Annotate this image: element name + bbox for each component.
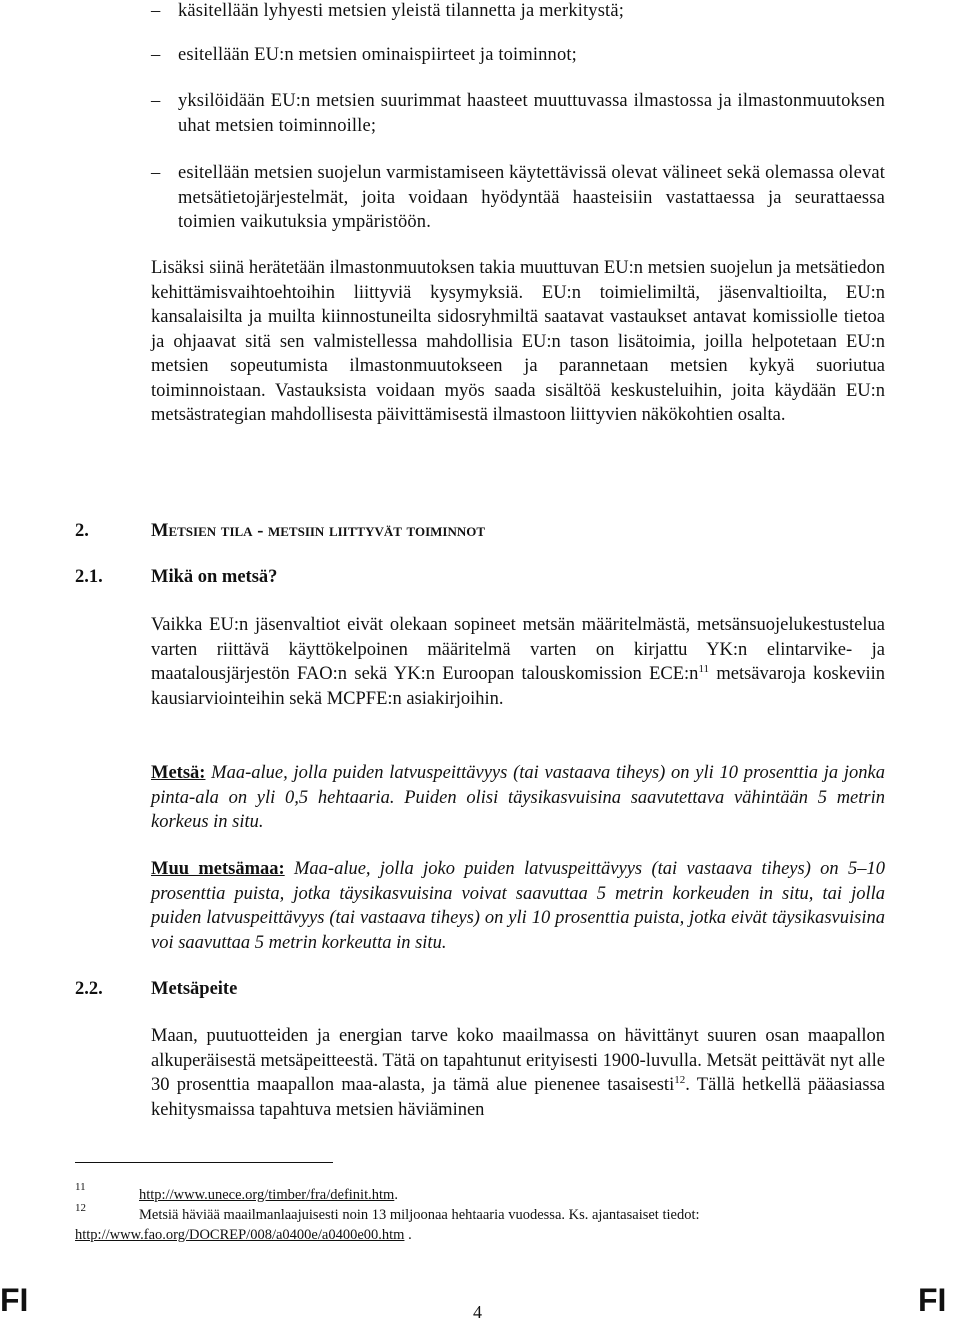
- bullet-dash: –: [151, 1, 161, 21]
- paragraph-text: Vaikka EU:n jäsenvaltiot eivät olekaan sopineet metsän määritelmästä, metsänsuojelukestustelua varten riittävä käyttökelpoinen määritelmä varten on kirjattu YK:n elintarvike- ja maatalousjärjestön FAO:n sekä YK:n Euroopan talouskomission ECE:n: [151, 615, 885, 684]
- bullet-text: käsitellään lyhyesti metsien yleistä tilannetta ja merkitystä;: [178, 1, 624, 21]
- definition-term: Muu metsämaa:: [151, 859, 285, 879]
- definition-text: Maa-alue, jolla joko puiden latvuspeittävyys (tai vastaava tiheys) on 5–10 prosenttia puista, jotka täysikasvuisina voivat saavuttaa 5 metrin korkeuden in situ, tai jolla puiden latvuspeittävyys (tai vastaava tiheys) on yli 10 prosenttia puista, jotka eivät täysikasvuisina voi saavuttaa 5 metrin korkeutta in situ.: [151, 859, 885, 953]
- bullet-text: esitellään metsien suojelun varmistamiseen käytettävissä olevat välineet sekä olemassa olevat metsätietojärjestelmät, joita voidaan hyödyntää haasteisiin vastattaessa ja seurattaessa toimien vaikutuksia ympäristöön.: [178, 163, 885, 232]
- forest-cover-paragraph: [151, 1024, 885, 1122]
- bullet-text: yksilöidään EU:n metsien suurimmat haasteet muuttuvassa ilmastossa ja ilmastonmuutoksen uhat metsien toiminnoille;: [178, 91, 885, 136]
- section-2-1-number: 2.1.: [75, 567, 103, 587]
- footnote-separator: [75, 1162, 333, 1163]
- section-2-2-number: 2.2.: [75, 979, 103, 999]
- footnote-link[interactable]: http://www.fao.org/DOCREP/008/a0400e/a0400e00.htm: [75, 1227, 405, 1243]
- bullet-item-3: [151, 89, 885, 138]
- bullet-dash: –: [151, 91, 161, 111]
- footnote-after: .: [394, 1187, 398, 1203]
- footnote-after: .: [404, 1227, 412, 1243]
- page-number: 4: [473, 1302, 482, 1322]
- bullet-dash: –: [151, 45, 161, 65]
- paragraph-text: metsävaroja koskeviin kausiarviointeihin sekä MCPFE:n asiakirjoihin.: [151, 664, 885, 709]
- paragraph-text: Maan, puutuotteiden ja energian tarve koko maailmassa on hävittänyt suuren osan maapallon alkuperäisestä metsäpeitteestä. Tätä on tapahtunut erityisesti 1900-luvulla. Metsät peittävät nyt alle 30 prosenttia maapallon maa-alasta, ja tämä alue pienenee tasaisesti: [151, 1026, 885, 1095]
- section-2-number: 2.: [75, 521, 89, 541]
- bullet-text: esitellään EU:n metsien ominaispiirteet ja toiminnot;: [178, 45, 577, 65]
- definition-term: Metsä:: [151, 763, 206, 783]
- footer-language-left: FI: [0, 1282, 29, 1318]
- footnote-11: [139, 1185, 398, 1205]
- section-2-1-title: Mikä on metsä?: [151, 567, 278, 587]
- intro-paragraph: Lisäksi siinä herätetään ilmastonmuutoksen takia muuttuvan EU:n metsien suojelun ja metsätiedon kehittämisvaihtoehtoihin liittyviä kysymyksiä. EU:n toimielimiltä, jäsenvaltioilta, EU:n kansalaisilta ja muilta kiinnostuneilta sidosryhmiltä saatavat vastaukset antavat komissiolle tietoa ja ohjaavat sitä sen valmistellessa mahdollisia EU:n tason lisätoimia, joilla helpotetaan EU:n metsien sopeutumista ilmastonmuutokseen ja parannetaan metsien kykyä suoriutua toiminnoistaan. Vastauksista voidaan myös saada sisältöä keskusteluihin, joita käydään EU:n metsästrategian mahdollisesta päivittämisestä ilmastoon liittyvien näkökohtien osalta.: [151, 258, 885, 425]
- definition-muu-metsamaa: [151, 857, 885, 955]
- footnote-number: 12: [75, 1202, 86, 1214]
- paragraph-text: . Tällä hetkellä pääasiassa kehitysmaissa tapahtuva metsien häviäminen: [151, 1075, 885, 1120]
- footnote-ref-12[interactable]: 12: [674, 1073, 686, 1086]
- bullet-item-4: [151, 161, 885, 235]
- section-2-title: Metsien tila - metsiin liittyvät toiminnot: [151, 521, 486, 541]
- bullet-dash: –: [151, 163, 161, 183]
- footnote-number: 11: [75, 1181, 86, 1193]
- section-2-2-title: Metsäpeite: [151, 979, 238, 999]
- bullet-item-2: [151, 43, 885, 68]
- footnote-12-text: Metsiä häviää maailmanlaajuisesti noin 13 miljoonaa hehtaaria vuodessa. Ks. ajantasaiset tiedot:: [139, 1207, 700, 1223]
- footnote-link[interactable]: http://www.unece.org/timber/fra/definit.htm: [139, 1187, 395, 1203]
- forest-definition-paragraph: [151, 613, 885, 711]
- bullet-item-1: [151, 0, 885, 24]
- definition-text: Maa-alue, jolla puiden latvuspeittävyys (tai vastaava tiheys) on yli 10 prosenttia ja jonka pinta-ala on yli 0,5 hehtaaria. Puiden olisi täysikasvuisina saavutettava vähintään 5 metrin korkeus in situ.: [151, 763, 885, 832]
- footnote-12-link-line: [75, 1225, 412, 1245]
- footnote-ref-11[interactable]: 11: [698, 662, 710, 675]
- footer-language-right: FI: [918, 1282, 947, 1318]
- definition-metsa: [151, 761, 885, 835]
